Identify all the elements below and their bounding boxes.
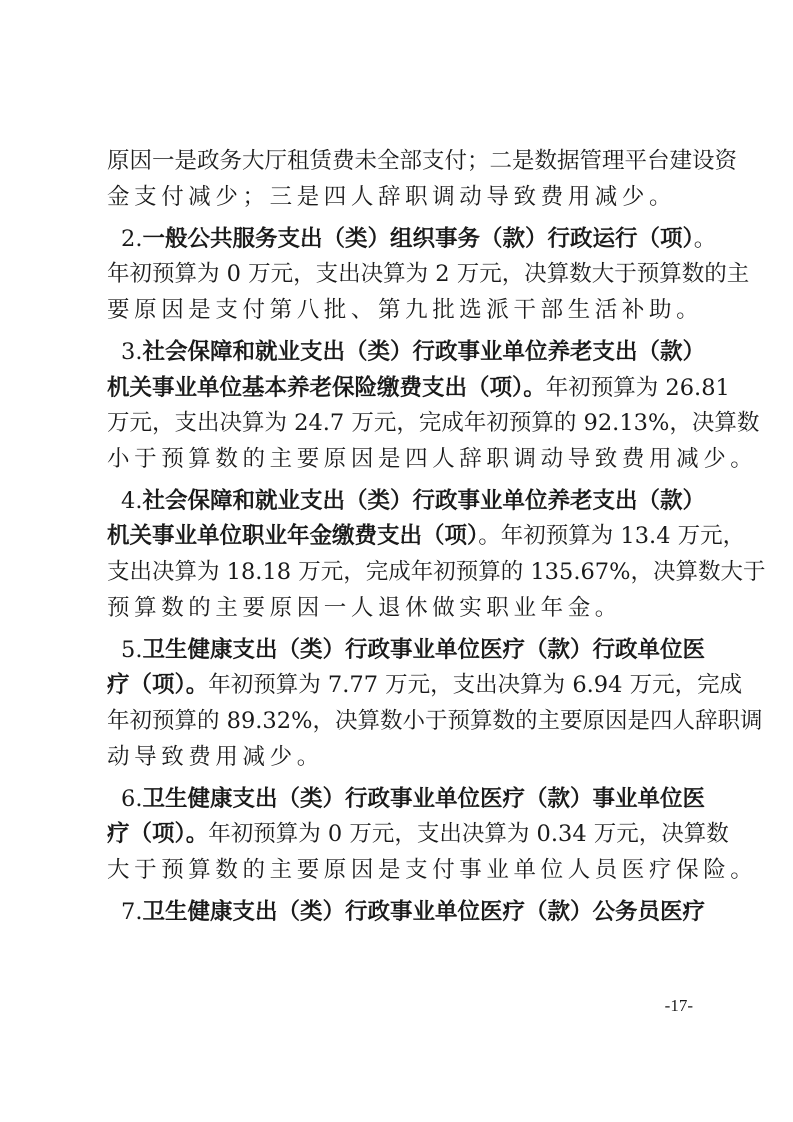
body-text: 2. <box>121 225 143 252</box>
text-line <box>107 519 746 555</box>
text-line <box>107 853 758 889</box>
body-text: 年初预算为 0 万元，支出决算为 0.34 万元，决算数 <box>208 821 729 848</box>
paragraph <box>107 335 760 477</box>
text-line <box>107 293 704 329</box>
bold-heading-text: 机关事业单位基本养老保险缴费支出（项）。 <box>107 374 546 401</box>
text-line <box>107 180 701 216</box>
body-text: 年初预算为 0 万元，支出决算为 2 万元，决算数大于预算数的主 <box>107 261 750 288</box>
document-body <box>107 144 766 937</box>
text-line <box>107 484 705 520</box>
body-text: 万元，支出决算为 24.7 万元，完成年初预算的 92.13%，决算数 <box>107 410 760 437</box>
text-line <box>107 442 758 478</box>
bold-heading-text: 疗（项）。 <box>107 821 209 848</box>
body-text: 4. <box>121 487 143 514</box>
text-line <box>107 668 743 704</box>
text-line <box>107 257 750 293</box>
bold-heading-text: 卫生健康支出（类）行政事业单位医疗（款）公务员医疗 <box>142 898 705 925</box>
body-text: 年初预算为 7.77 万元，支出决算为 6.94 万元，完成 <box>208 672 743 699</box>
body-text: 7. <box>121 898 143 925</box>
paragraph <box>107 144 738 215</box>
page-number: -17- <box>664 996 693 1015</box>
body-text: 要原因是支付第八批、第九批选派干部生活补助。 <box>107 296 704 323</box>
text-line <box>107 782 705 818</box>
bold-heading-text: 社会保障和就业支出（类）行政事业单位养老支出（款） <box>142 487 705 514</box>
paragraph <box>107 782 758 889</box>
body-text: 年初预算为 26.81 <box>545 374 730 401</box>
text-line <box>107 704 763 740</box>
bold-heading-text: 一般公共服务支出（类）组织事务（款）行政运行（项） <box>142 225 694 252</box>
text-line <box>107 591 701 627</box>
text-line <box>107 406 760 442</box>
bold-heading-text: 机关事业单位职业年金缴费支出（项） <box>107 523 479 550</box>
text-line <box>107 817 729 853</box>
bold-heading-text: 卫生健康支出（类）行政事业单位医疗（款）事业单位医 <box>142 785 705 812</box>
paragraph <box>107 222 750 329</box>
text-line <box>107 633 705 669</box>
body-text: 6. <box>121 785 143 812</box>
text-line <box>107 740 701 776</box>
paragraph <box>107 895 705 931</box>
text-line <box>107 335 705 371</box>
body-text: 预算数的主要原因一人退休做实职业年金。 <box>107 594 622 621</box>
paragraph <box>107 633 763 775</box>
body-text: 动导致费用减少。 <box>107 743 324 770</box>
text-line <box>107 371 730 407</box>
bold-heading-text: 卫生健康支出（类）行政事业单位医疗（款）行政单位医 <box>142 636 705 663</box>
body-text: 大于预算数的主要原因是支付事业单位人员医疗保险。 <box>107 856 758 883</box>
body-text: 年初预算的 89.32%，决算数小于预算数的主要原因是四人辞职调 <box>107 707 763 734</box>
text-line <box>107 895 705 931</box>
body-text: 。年初预算为 13.4 万元， <box>478 523 746 550</box>
text-line <box>107 144 738 180</box>
body-text: 3. <box>121 338 143 365</box>
body-text: 原因一是政务大厅租赁费未全部支付；二是数据管理平台建设资 <box>107 148 738 174</box>
body-text: 小于预算数的主要原因是四人辞职调动导致费用减少。 <box>107 445 758 472</box>
body-text: 5. <box>121 636 143 663</box>
bold-heading-text: 疗（项）。 <box>107 672 209 699</box>
text-line <box>107 555 766 591</box>
body-text: 。 <box>693 225 717 252</box>
body-text: 支出决算为 18.18 万元，完成年初预算的 135.67%，决算数大于 <box>107 559 766 586</box>
paragraph <box>107 484 766 626</box>
text-line <box>107 222 717 258</box>
bold-heading-text: 社会保障和就业支出（类）行政事业单位养老支出（款） <box>142 338 705 365</box>
body-text: 金支付减少；三是四人辞职调动导致费用减少。 <box>107 183 677 210</box>
